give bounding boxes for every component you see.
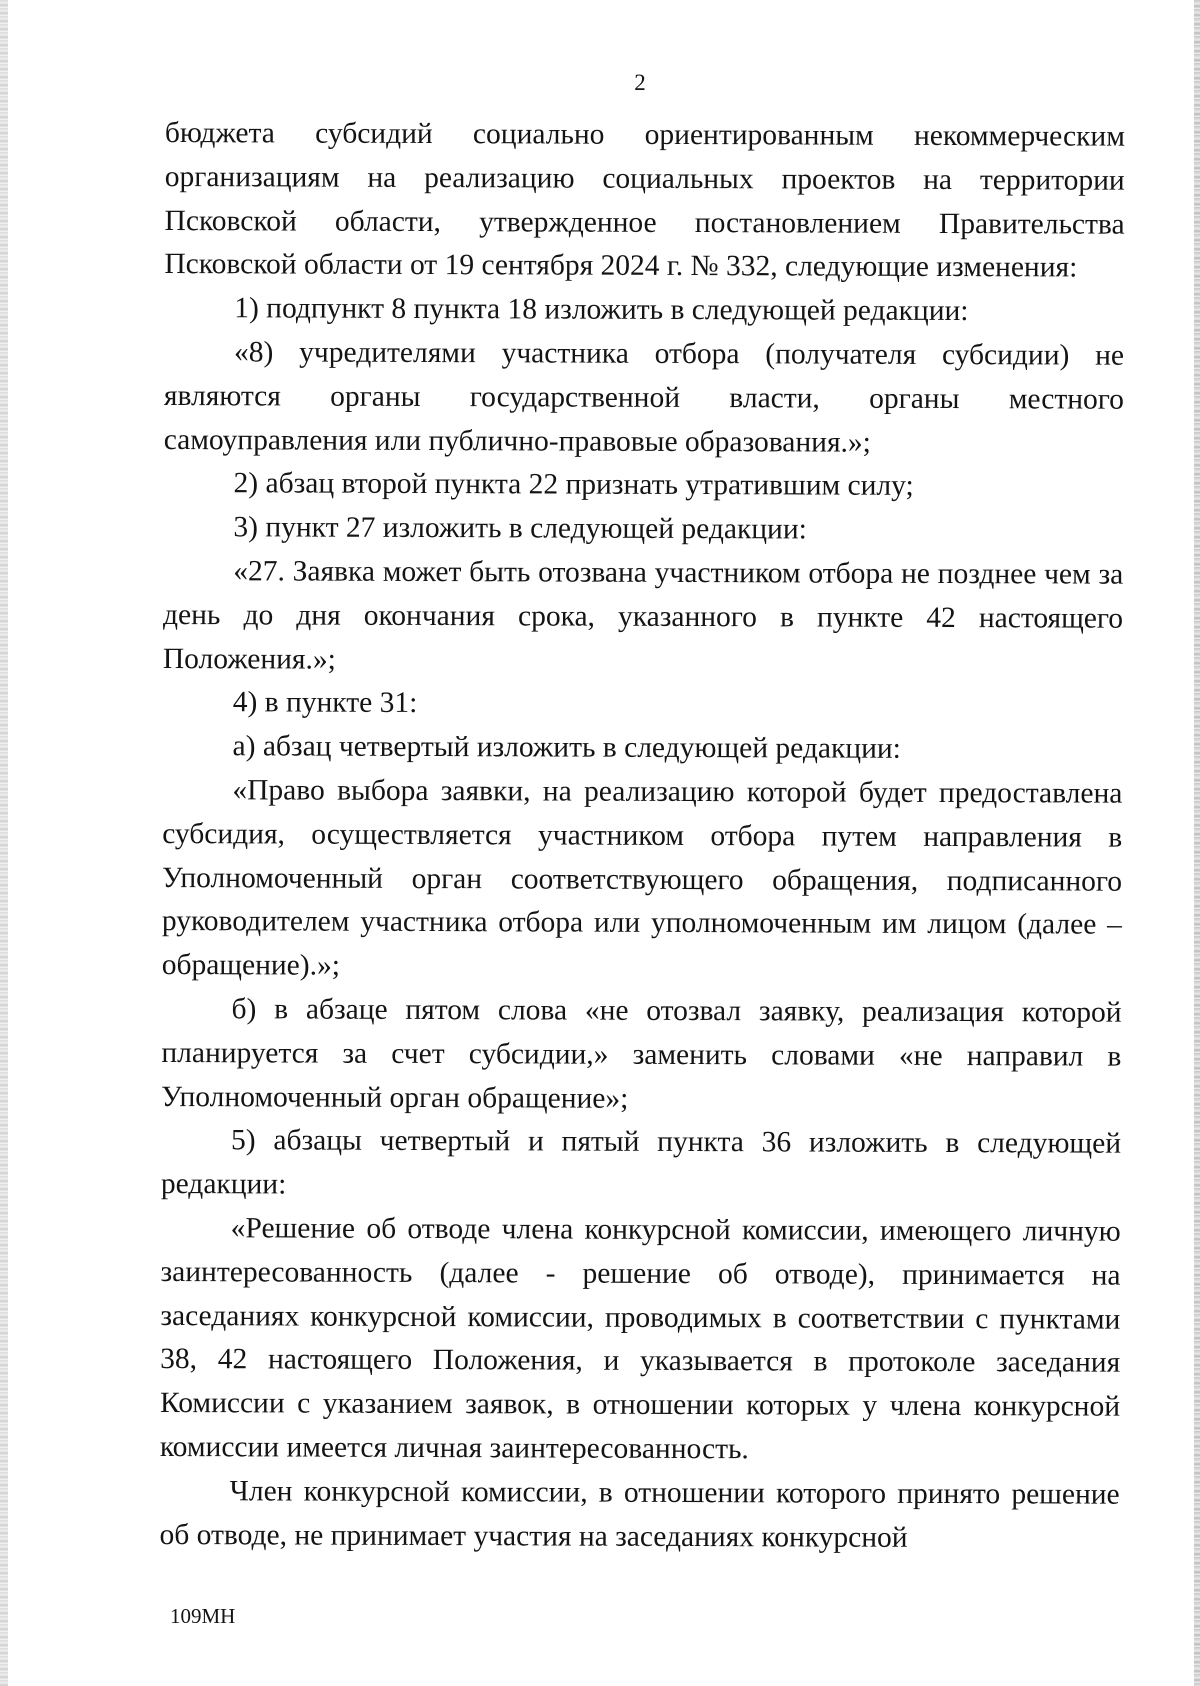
- scan-edge-right: [1194, 0, 1200, 1686]
- paragraph-quote-decision: «Решение об отводе члена конкурсной комиссии, имеющего личную заинтересованность (далее - решение об отводе), принимается на заседаниях конкурсной комиссии, проводимых в соответствии с пунктами 38, 42 настоящего Положения, и указывается в протоколе заседания Комиссии с указанием заявок, в отношении которых у члена конкурсной комиссии имеется личная заинтересованность.: [159, 1212, 1121, 1466]
- paragraph-subitem-b: б) в абзаце пятом слова «не отозвал заявку, реализация которой планируется за счет субсидии,» заменить словами «не направил в Уполномоченный орган обращение»;: [161, 993, 1122, 1115]
- paragraph-item-4: 4) в пункте 31:: [232, 686, 418, 720]
- paragraph-item-2: 2) абзац второй пункта 22 признать утратившим силу;: [233, 467, 914, 503]
- paragraph-item-3: 3) пункт 27 изложить в следующей редакции:: [233, 511, 807, 546]
- paragraph-member: Член конкурсной комиссии, в отношении которого принято решение об отводе, не принимает участия на заседаниях конкурсной: [159, 1474, 1120, 1554]
- paragraph-subitem-a: а) абзац четвертый изложить в следующей редакции:: [232, 730, 901, 765]
- page-number: 2: [634, 70, 646, 95]
- paragraph-item-5: 5) абзацы четвертый и пятый пункта 36 изложить в следующей редакции:: [160, 1124, 1122, 1201]
- paragraph-quote-choice: «Право выбора заявки, на реализацию которой будет предоставлена субсидия, осуществляется участником отбора путем направления в Уполномоченный орган соответствующего обращения, подписанного руководителем участника отбора или уполномоченным им лицом (далее – обращение).»;: [161, 774, 1123, 982]
- document-code: 109МН: [170, 1604, 236, 1628]
- document-body: [159, 112, 1125, 1561]
- paragraph-quote-8: «8) учредителями участника отбора (получателя субсидии) не являются органы государственной власти, органы местного самоуправления или публично-правовые образования.»;: [163, 336, 1125, 459]
- paragraph-continuation: бюджета субсидий социально ориентированным некоммерческим организациям на реализацию социальных проектов на территории Псковской области, утвержденное постановлением Правительства Псковской области от 19 сентября 2024 г. № 332, следующие изменения:: [164, 116, 1125, 284]
- paragraph-item-1: 1) подпункт 8 пункта 18 изложить в следующей редакции:: [234, 292, 969, 328]
- scan-edge-left: [0, 0, 8, 1686]
- paragraph-quote-27: «27. Заявка может быть отозвана участником отбора не позднее чем за день до дня окончания срока, указанного в пункте 42 настоящего Положения.»;: [162, 555, 1124, 676]
